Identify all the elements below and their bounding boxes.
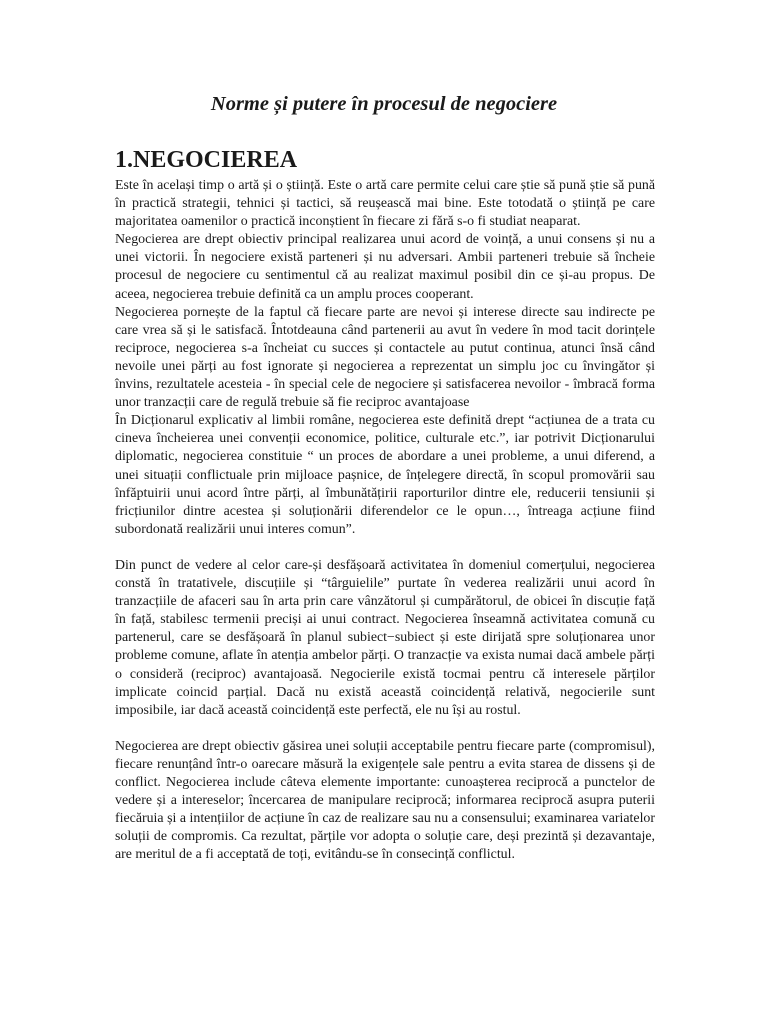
document-title: Norme și putere în procesul de negociere bbox=[210, 93, 558, 115]
section-heading: 1.NEGOCIEREA bbox=[115, 147, 298, 173]
paragraph: Negocierea are drept obiectiv găsirea unei soluții acceptabile pentru fiecare parte (compromisul), fiecare renunțând într-o oarecare măsură la exigențele sale pentru a evita starea de dissens și de conflict. Negocierea include câteva elemente importante: cunoașterea reciprocă a punctelor de vedere și a intereselor; încercarea de manipulare reciprocă; informarea reciprocă asupra puterii fiecăruia și a intențiilor de acțiune în caz de realizare sau nu a consensului; examinarea variatelor soluții de compromis. Ca rezultat, părțile vor adopta o soluție care, deși prezintă și dezavantaje, are meritul de a fi acceptată de toți, evitându-se în consecință conflictul. bbox=[115, 738, 655, 863]
paragraph: Negocierea are drept obiectiv principal realizarea unui acord de voință, a unui consens și nu a unei victorii. În negociere există parteneri și nu adversari. Ambii parteneri trebuie să încheie procesul de negociere cu sentimentul că au realizat maximul posibil din ce și-au propus. De aceea, negocierea trebuie definită ca un amplu proces cooperant. bbox=[115, 232, 655, 302]
paragraph: În Dicționarul explicativ al limbii române, negocierea este definită drept “acțiunea de a trata cu cineva încheierea unei convenții economice, politice, culturale etc.”, iar potrivit Dicționarului diplomatic, negocierea constituie “ un proces de abordare a unei probleme, a unui diferend, a unei situații conflictuale prin mijloace pașnice, de înțelegere directă, în scopul promovării sau înfăptuirii unui acord între părți, al îmbunătățirii raporturilor dintre ele, reducerii tensiunii și fricțiunilor dintre acestea și soluționării diferendelor ce le opun…, întreaga acțiune fiind subordonată realizării unui interes comun”. bbox=[115, 413, 655, 537]
paragraph: Din punct de vedere al celor care-și desfășoară activitatea în domeniul comerțului, negocierea constă în tratativele, discuțiile și “târguielile” purtate în vederea realizării unui acord în tranzacțiile de afaceri sau în arta prin care vânzătorul și cumpărătorul, de obicei în discuție față în față, stabilesc termenii preciși ai unui contract. Negocierea înseamnă activitatea comună cu partenerul, care se desfășoară în planul subiect−subiect și este dirijată spre soluționarea unor probleme comune, aflate în atenția ambelor părți. O tranzacție va exista numai dacă ambele părți o consideră (reciproc) avantajoasă. Negocierile există tocmai pentru că interesele părților implicate coincid parțial. Dacă nu există această coincidență relativă, negocierile sunt imposibile, iar dacă această coincidență este perfectă, ele nu își au rostul. bbox=[115, 557, 655, 718]
paragraph: Negocierea pornește de la faptul că fiecare parte are nevoi și interese directe sau indirecte pe care vrea să și le satisfacă. Întotdeauna când partenerii au avut în vedere în mod tacit dorințele reciproce, negocierea s-a încheiat cu succes și contactele au putut continua, atunci însă când nevoile unei părți au fost ignorate și negocierea a reprezentat un simplu joc cu învingător și învins, rezultatele acesteia - în special cele de negociere și satisfacerea nevoilor - îmbracă forma unor tranzacții care de regulă trebuie să fie reciproc avantajoase bbox=[115, 304, 655, 411]
document-body bbox=[115, 177, 655, 865]
paragraph: Este în același timp o artă și o știință. Este o artă care permite celui care știe să pună știe să pună în practică strategii, tehnici și tactici, să reușească mai bine. Este totodată o știință pe care majoritatea oamenilor o practică inconștient în fiecare zi fără s-o fi studiat neaparat. bbox=[115, 178, 655, 230]
